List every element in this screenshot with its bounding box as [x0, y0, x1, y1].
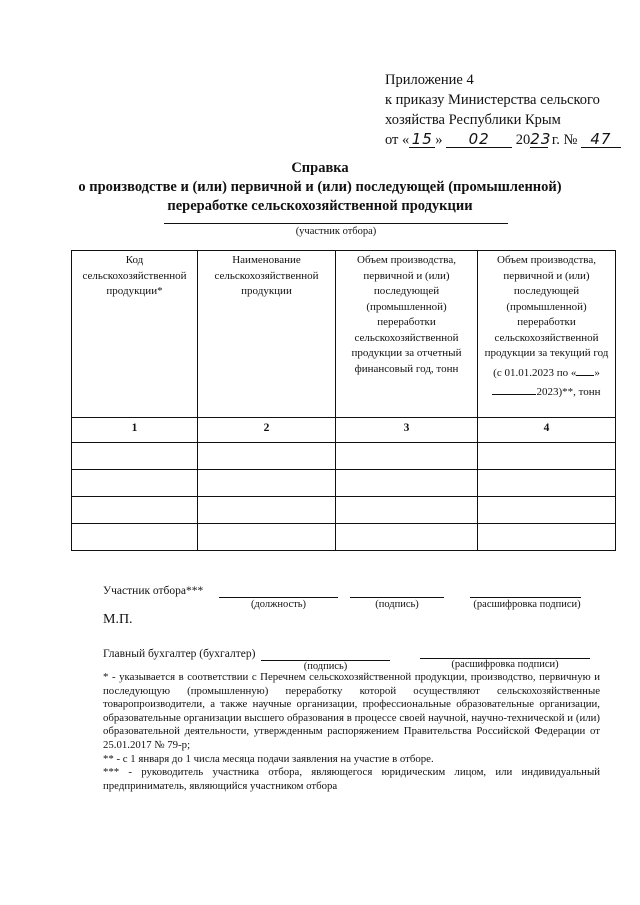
signature-caption: (подпись)	[375, 599, 419, 610]
table-cell[interactable]	[72, 524, 198, 551]
title-line-2: о производстве и (или) первичной и (или) последующей (промышленной)	[78, 179, 562, 195]
order-year: 23	[530, 130, 552, 148]
header-code: Код сельскохозяйственной продукции*	[72, 251, 198, 418]
table-row	[72, 497, 616, 524]
table-cell[interactable]	[336, 497, 478, 524]
table-cell[interactable]	[478, 443, 616, 470]
col-number: 1	[72, 418, 198, 443]
table-cell[interactable]	[198, 443, 336, 470]
accountant-label: Главный бухгалтер (бухгалтер)	[103, 648, 256, 660]
table-cell[interactable]	[478, 524, 616, 551]
col-number: 2	[198, 418, 336, 443]
appendix-number: Приложение 4	[385, 72, 474, 88]
position-caption: (должность)	[250, 599, 307, 610]
document-title	[0, 159, 640, 216]
title-line-1: Справка	[291, 160, 349, 176]
table-row	[72, 443, 616, 470]
header-name: Наименование сельскохозяйственной продукции	[198, 251, 336, 418]
production-table	[71, 250, 616, 551]
table-cell[interactable]	[72, 470, 198, 497]
header-volume-reporting: Объем производства, первичной и (или) последующей (промышленной) переработки сельскохозяйственной продукции за отчетный финансовый год, тонн	[336, 251, 478, 418]
table-cell[interactable]	[198, 497, 336, 524]
table-header-row	[72, 251, 616, 418]
ministry-name: хозяйства Республики Крым	[385, 112, 561, 128]
table-cell[interactable]	[336, 470, 478, 497]
table-cell[interactable]	[336, 443, 478, 470]
table-cell[interactable]	[478, 470, 616, 497]
order-number: 47	[581, 131, 621, 148]
accountant-decryption-caption: (расшифровка подписи)	[451, 659, 559, 670]
col-number: 4	[478, 418, 616, 443]
header-volume-current: Объем производства, первичной и (или) последующей (промышленной) переработки сельскохозяйственной продукции за текущий год (с 01.01.2023 по « » 2023)**, тонн	[478, 251, 616, 418]
table-number-row	[72, 418, 616, 443]
participant-signature-label: Участник отбора***	[103, 585, 204, 597]
stamp-placeholder: М.П.	[103, 612, 133, 627]
table-cell[interactable]	[198, 524, 336, 551]
decryption-line[interactable]	[470, 597, 581, 598]
order-reference: к приказу Министерства сельского	[385, 92, 600, 108]
participant-line	[164, 223, 508, 224]
order-day: 15	[409, 131, 435, 148]
order-month: 02	[446, 131, 512, 148]
footnote-3: *** - руководитель участника отбора, являющегося юридическим лицом, или индивидуальный предприниматель, являющийся участником отбора	[103, 766, 600, 792]
footnote-1: * - указывается в соответствии с Перечнем сельскохозяйственной продукции, производство, первичную и последующую (промышленную) переработку которой осуществляют сельскохозяйственные товаропроизводители, а также научные организации, профессиональные образовательные организации, образовательные организации высшего образования в процессе своей научной, научно-технической и (или) образовательной деятельности, утвержденным распоряжением Правительства Российской Федерации от 25.01.2017 № 79-р;	[103, 671, 600, 751]
table-cell[interactable]	[478, 497, 616, 524]
accountant-signature-caption: (подпись)	[303, 661, 348, 672]
decryption-caption: (расшифровка подписи)	[473, 599, 581, 610]
participant-caption: (участник отбора)	[295, 226, 377, 237]
signature-line[interactable]	[350, 597, 444, 598]
col-number: 3	[336, 418, 478, 443]
title-line-3: переработке сельскохозяйственной продукции	[167, 198, 473, 214]
position-line[interactable]	[219, 597, 338, 598]
appendix-header	[385, 70, 621, 150]
order-date-line: от « 15 » 02 2023 г. № 47	[385, 130, 621, 150]
table-cell[interactable]	[336, 524, 478, 551]
table-row	[72, 470, 616, 497]
table-cell[interactable]	[72, 443, 198, 470]
table-row	[72, 524, 616, 551]
footnote-2: ** - с 1 января до 1 числа месяца подачи заявления на участие в отборе.	[103, 752, 434, 765]
footnotes	[103, 671, 600, 793]
table-cell[interactable]	[72, 497, 198, 524]
table-cell[interactable]	[198, 470, 336, 497]
